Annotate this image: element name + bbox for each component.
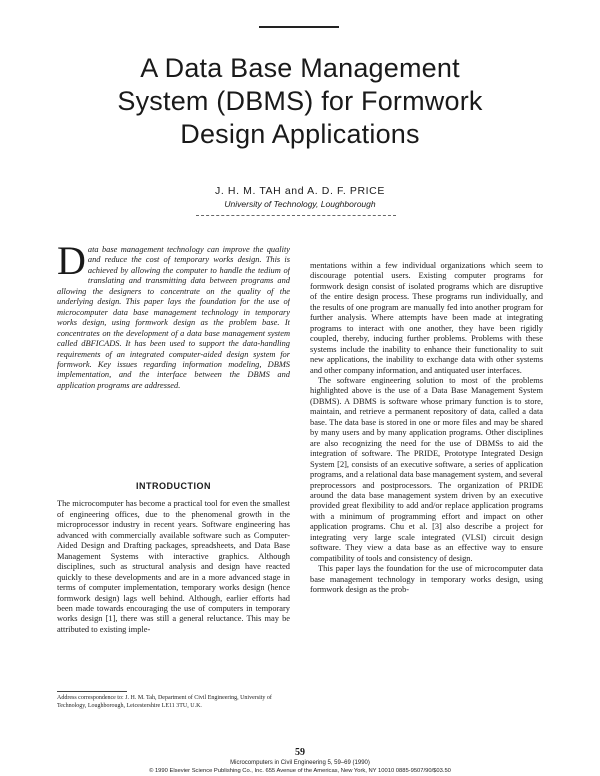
authors: J. H. M. TAH and A. D. F. PRICE xyxy=(215,185,385,197)
separator-rule xyxy=(196,215,396,216)
footnote-rule xyxy=(57,691,127,692)
abstract xyxy=(57,245,290,463)
abstract-text: ata base management technology can improve the quality and reduce the cost of temporary works design. This is achieved by allowing the computer to handle the tedium of translating and transmitting data between programs and allowing the designers to concentrate on the quality of the underlying design. This paper lays the foundation for the use of microcomputer data base management technology in temporary works design, using formwork design as the problem base. It concentrates on the development of a data base management system called dBFICADS. It has been used to support the data-handling requirements of an integrated computer-aided design system for formwork. Key issues regarding information modeling, DBMS implementation, and the interface between the DBMS and application programs are addressed. xyxy=(57,245,290,390)
right-paragraph-2: The software engineering solution to most of the problems highlighted above is the use of a Data Base Management System (DBMS). A DBMS is software whose primary function is to store, maintain, and retrieve a permanent repository of data, called a data base. The data base is stored in one or more files and may be shared by many users and by many application programs. Other disciplines are also recognizing the need for the use of DBMSs to aid the integration of software. The PRIDE, Prototype Integrated Design System [2], consists of an executive software, a series of application programs, and a relational data base management system, and several preprocessors and postprocessors. The organization of PRIDE around the data base management system driven by an executive provided great flexibility to add and/or replace application programs with a minimum of programming effort and impact on other application programs. Chu et al. [3] also describe a project for integrating very large scale integrated (VLSI) circuit design software. They view a data base as an effective way to ensure compatibility of tools and consistency of design. xyxy=(310,375,543,563)
right-column xyxy=(310,261,543,596)
abstract-dropcap: D xyxy=(57,245,86,283)
affiliation: University of Technology, Loughborough xyxy=(224,199,376,209)
title-line-3: Design Applications xyxy=(180,119,420,149)
correspondence-footnote: Address correspondence to: J. H. M. Tah, Department of Civil Engineering, University of Technology, Loughborough, Leicestershire LE11 3TU, U.K. xyxy=(57,695,272,709)
top-rule xyxy=(259,26,339,28)
left-column xyxy=(57,245,290,635)
copyright-line: © 1990 Elsevier Science Publishing Co., Inc. 655 Avenue of the Americas, New York, NY 10010 0885-9507/90/$03.50 xyxy=(149,768,451,774)
paper-title xyxy=(60,52,540,151)
title-line-1: A Data Base Management xyxy=(140,53,460,83)
right-paragraph-3: This paper lays the foundation for the use of microcomputer data base management technology in temporary works design, using formwork design as the prob- xyxy=(310,564,543,595)
right-paragraph-1: mentations within a few individual organizations which seem to discourage potential users. Existing computer programs for formwork design consist of isolated programs which are disruptive of the entire design process. These programs run individually, and the results of one program are manually fed into another program for further analysis. Where attempts have been made at integrating programs to interact with one another, they have been rigidly coupled, thereby, inducing further problems. Problems with these systems include the inability to enhance their functionality to suit new applications, the inability to exchange data with other systems and other company information, and antiquated user interfaces. xyxy=(310,261,543,375)
title-line-2: System (DBMS) for Formwork xyxy=(117,86,483,116)
introduction-heading: INTRODUCTION xyxy=(136,481,211,491)
introduction-paragraph: The microcomputer has become a practical tool for even the smallest of engineering offices, due to the phenomenal growth in the microprocessor industry in recent years. Software engineering has advanced with commercially available software such as Computer-Aided Design and Drafting packages, spreadsheets, and Data Base Management Systems with interactive graphics. Although disciplines, such as structural analysis and design have reacted quickly to these developments and are in a more advanced stage in terms of computer implementation, temporary works design (hence formwork design) lags well behind. Although, earlier efforts had been made towards encouraging the use of computers in temporary works design [1], there was still a general reluctance. This may be attributed to existing imple- xyxy=(57,499,290,634)
journal-citation: Microcomputers in Civil Engineering 5, 59–69 (1990) xyxy=(230,760,370,766)
page-number: 59 xyxy=(295,747,305,758)
